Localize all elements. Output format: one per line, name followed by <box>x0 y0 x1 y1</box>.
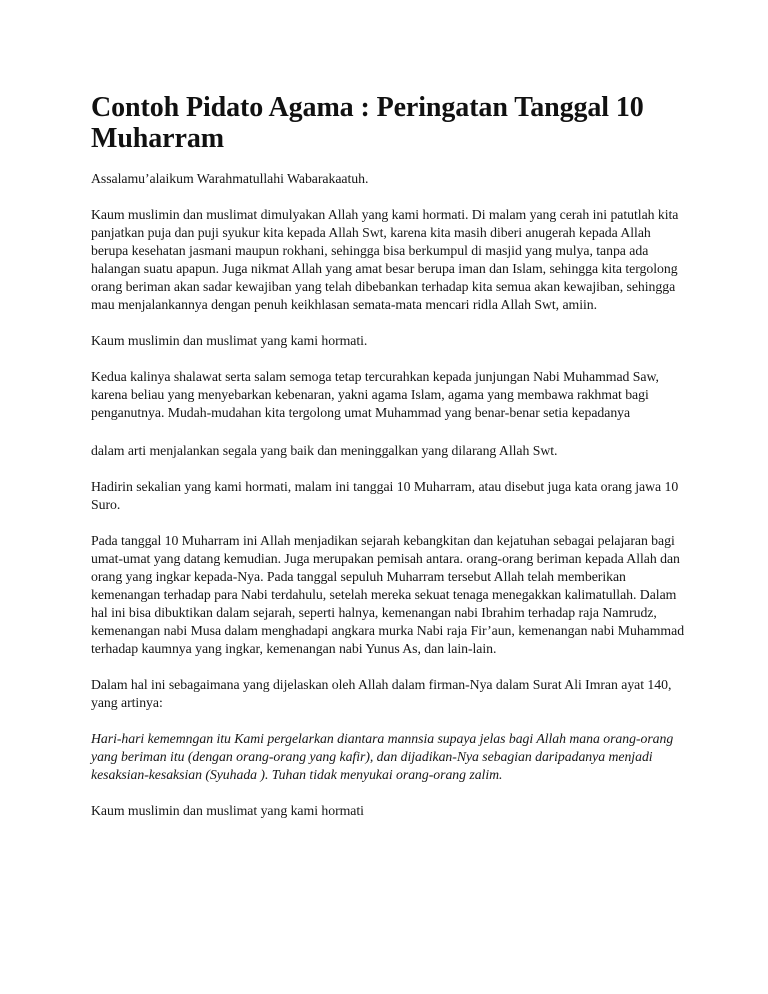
document-body <box>91 92 687 820</box>
body-paragraph: dalam arti menjalankan segala yang baik dan meninggalkan yang dilarang Allah Swt. <box>91 443 558 458</box>
quran-quote-paragraph: Hari-hari kememngan itu Kami pergelarkan diantara mannsia supaya jelas bagi Allah mana orang-orang yang beriman itu (dengan orang-orang yang kafir), dan dijadikan-Nya sebagian daripadanya menjadi kesaksian-kesaksian (Syuhada ). Tuhan tidak menyukai orang-orang zalim. <box>91 731 674 782</box>
body-paragraph: Kaum muslimin dan muslimat yang kami hormati <box>91 803 364 818</box>
body-paragraph: Pada tanggal 10 Muharram ini Allah menjadikan sejarah kebangkitan dan kejatuhan sebagai pelajaran bagi umat-umat yang datang kemudian. Juga merupakan pemisah antara. orang-orang beriman kepada Allah dan orang yang ingkar kepada-Nya. Pada tanggal sepuluh Muharram tersebut Allah telah memberikan kemenangan terhadap para Nabi terdahulu, setelah mereka sekuat tenaga menegakkan kalimatullah. Dalam hal ini bisa dibuktikan dalam sejarah, seperti halnya, kemenangan nabi Ibrahim terhadap raja Namrudz, kemenangan nabi Musa dalam menghadapi angkara murka Nabi raja Fir’aun, kemenangan nabi Muhammad terhadap kaumnya yang ingkar, kemenangan nabi Yunus As, dan lain-lain. <box>91 533 685 656</box>
greeting-paragraph: Assalamu’alaikum Warahmatullahi Wabarakaatuh. <box>91 171 369 186</box>
document-title: Contoh Pidato Agama : Peringatan Tanggal 10 Muharram <box>91 92 644 154</box>
body-paragraph: Kaum muslimin dan muslimat dimulyakan Allah yang kami hormati. Di malam yang cerah ini patutlah kita panjatkan puja dan puji syukur kita kepada Allah Swt, karena kita masih diberi anugerah kepada Allah berupa kesehatan jasmani maupun rokhani, sehingga bisa berkumpul di masjid yang mulya, tanpa ada halangan suatu apapun. Juga nikmat Allah yang amat besar berupa iman dan Islam, sehingga kita tergolong orang beriman akan sadar kewajiban yang telah dibebankan terhadap kita semua akan kewajiban, sehingga mau menjalankannya dengan penuh keikhlasan semata-mata mencari ridla Allah Swt, amiin. <box>91 207 679 312</box>
body-paragraph: Kaum muslimin dan muslimat yang kami hormati. <box>91 333 368 348</box>
body-paragraph: Hadirin sekalian yang kami hormati, malam ini tanggai 10 Muharram, atau disebut juga kata orang jawa 10 Suro. <box>91 479 679 512</box>
body-paragraph: Kedua kalinya shalawat serta salam semoga tetap tercurahkan kepada junjungan Nabi Muhammad Saw, karena beliau yang menyebarkan kebenaran, yakni agama Islam, agama yang membawa rakhmat bagi penganutnya. Mudah-mudahan kita tergolong umat Muhammad yang benar-benar setia kepadanya <box>91 369 659 420</box>
body-paragraph: Dalam hal ini sebagaimana yang dijelaskan oleh Allah dalam firman-Nya dalam Surat Ali Imran ayat 140, yang artinya: <box>91 677 672 710</box>
